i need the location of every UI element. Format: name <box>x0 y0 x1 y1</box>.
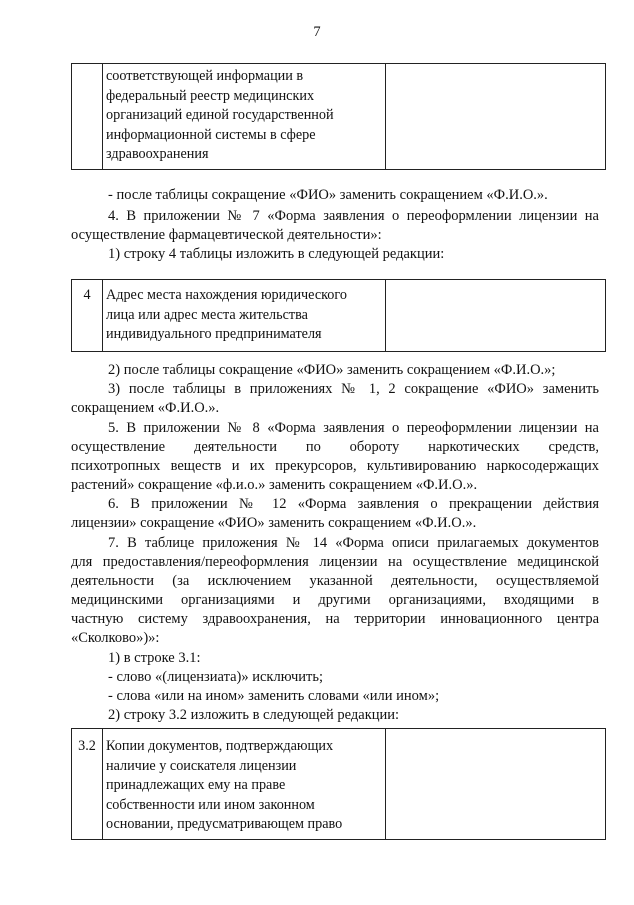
table-row <box>72 729 606 840</box>
paragraph: частную систему здравоохранения, на территории инновационного центра <box>71 611 599 627</box>
cell-text-line: основании, предусматривающем право <box>106 816 343 832</box>
table-cell-text <box>103 64 386 170</box>
cell-text-line: организаций единой государственной <box>106 107 334 123</box>
cell-text-line: информационной системы в сфере <box>106 126 316 143</box>
table-cell-empty <box>386 64 606 170</box>
paragraph: 3) после таблицы в приложениях № 1, 2 сокращение «ФИО» заменить <box>108 381 599 397</box>
paragraph: сокращением «Ф.И.О.». <box>71 400 220 416</box>
table-row-4 <box>71 279 606 352</box>
cell-text-line: собственности или ином законном <box>106 796 315 813</box>
table-cell-empty <box>386 729 606 840</box>
paragraph: осуществление фармацевтической деятельности»: <box>71 227 382 243</box>
table-cell-empty <box>386 280 606 352</box>
paragraph: для предоставления/переоформления лицензии на осуществление медицинской <box>71 554 599 570</box>
paragraph: - слово «(лицензиата)» исключить; <box>108 669 324 685</box>
page-number: 7 <box>313 24 321 40</box>
paragraph: осуществление деятельности по обороту наркотических средств, <box>71 439 599 455</box>
paragraph: 2) после таблицы сокращение «ФИО» заменить сокращением «Ф.И.О.»; <box>108 362 556 378</box>
cell-text-line: наличие у соискателя лицензии <box>106 757 297 774</box>
paragraph: медицинскими организациями и другими организациями, входящими в <box>71 592 599 608</box>
paragraph: 5. В приложении № 8 «Форма заявления о переоформлении лицензии на <box>108 420 599 436</box>
table-cell-number <box>72 64 103 170</box>
cell-text-line: федеральный реестр медицинских <box>106 87 315 104</box>
cell-text-line: принадлежащих ему на праве <box>106 777 286 793</box>
cell-text-line: лица или адрес места жительства <box>106 306 308 323</box>
table-cell-text <box>103 729 386 840</box>
table-row-3-2 <box>71 728 606 840</box>
cell-text-line: индивидуального предпринимателя <box>106 326 322 342</box>
table-row <box>72 280 606 352</box>
paragraph: - после таблицы сокращение «ФИО» заменить сокращением «Ф.И.О.». <box>108 187 548 203</box>
paragraph: 4. В приложении № 7 «Форма заявления о переоформлении лицензии на <box>108 208 599 224</box>
cell-text-line: Копии документов, подтверждающих <box>106 738 334 754</box>
cell-text-line: соответствующей информации в <box>106 68 304 84</box>
paragraph: 2) строку 3.2 изложить в следующей редакции: <box>108 707 400 723</box>
table-cell-number: 4 <box>72 280 103 352</box>
table-continuation <box>71 63 606 170</box>
table-row <box>72 64 606 170</box>
paragraph: психотропных веществ и их прекурсоров, культивированию наркосодержащих <box>71 458 599 474</box>
table-cell-text <box>103 280 386 352</box>
cell-text-line: Адрес места нахождения юридического <box>106 287 347 303</box>
paragraph: растений» сокращение «ф.и.о.» заменить сокращением «Ф.И.О.». <box>71 477 478 493</box>
paragraph: 7. В таблице приложения № 14 «Форма описи прилагаемых документов <box>108 535 599 551</box>
paragraph: 1) строку 4 таблицы изложить в следующей редакции: <box>108 246 445 262</box>
table-cell-number: 3.2 <box>72 729 103 840</box>
paragraph: - слова «или на ином» заменить словами «или ином»; <box>108 688 440 704</box>
cell-text-line: здравоохранения <box>106 146 209 162</box>
paragraph: «Сколково»)»: <box>71 630 160 646</box>
paragraph: 6. В приложении № 12 «Форма заявления о прекращении действия <box>108 496 599 512</box>
paragraph: деятельности (за исключением указанной деятельности, осуществляемой <box>71 573 599 589</box>
paragraph: 1) в строке 3.1: <box>108 650 201 666</box>
paragraph: лицензии» сокращение «ФИО» заменить сокращением «Ф.И.О.». <box>71 515 477 531</box>
